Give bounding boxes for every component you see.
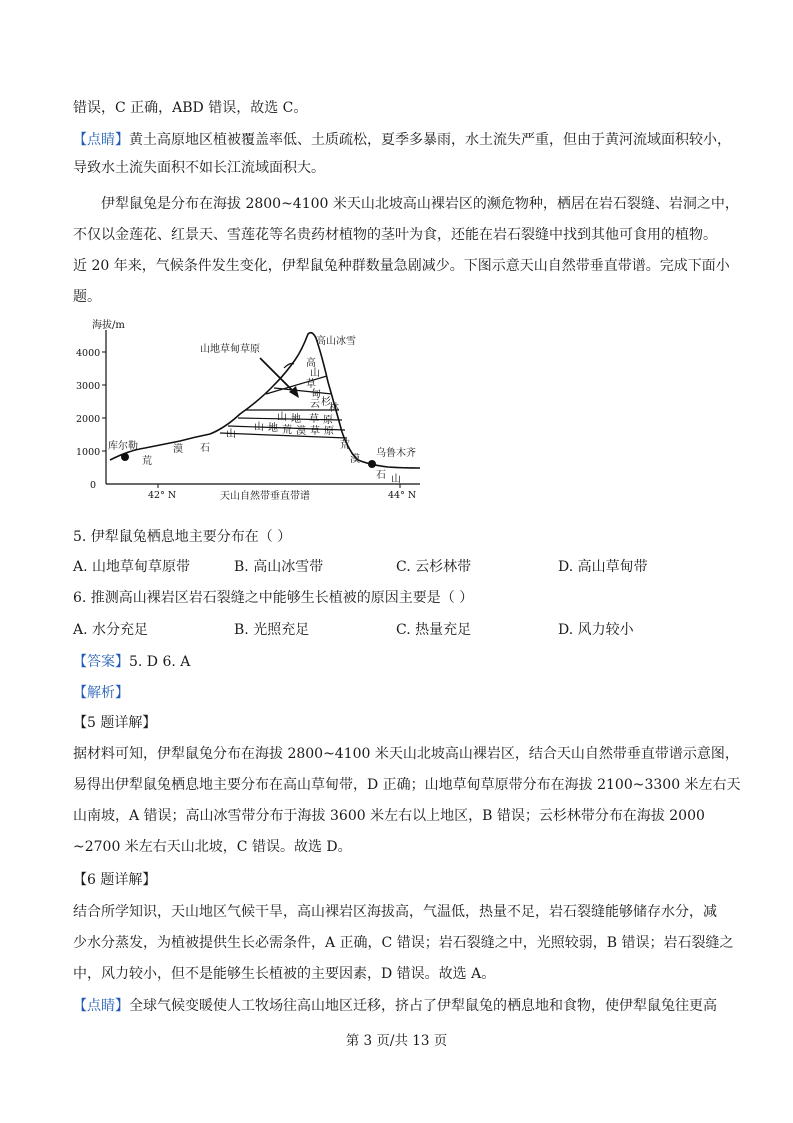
right-foot-label: 荒	[340, 440, 350, 451]
zone-label-desert-steppe: 山	[254, 422, 264, 433]
korla-marker	[121, 453, 129, 461]
question-6-stem: 6. 推测高山裸岩区岩石裂缝之中能够生长植被的原因主要是（ ）	[73, 590, 474, 606]
zone-label-desert-steppe: 草	[310, 426, 320, 437]
zone-label-desert-steppe: 荒	[282, 425, 292, 436]
zone-label-mountain-steppe: 地	[291, 414, 301, 425]
answer-text: 5. D 6. A	[129, 654, 191, 670]
answer-line	[73, 651, 190, 671]
option[interactable]: C. 热量充足	[396, 622, 472, 638]
material-paragraph-line: 不仅以金莲花、红景天、雪莲花等名贵药材植物的茎叶为食，还能在岩石裂缝中找到其他可食用的植物。	[73, 227, 717, 243]
material-paragraph-line: 题。	[73, 289, 101, 305]
y-axis-label: 海拔/m	[92, 320, 125, 331]
q5-detail-line: ~2700 米左右天山北坡，C 错误。故选 D。	[73, 839, 352, 855]
zone-boundary	[274, 388, 332, 394]
zone-label-desert-steppe: 漠	[296, 426, 306, 437]
y-tick-label: 1000	[76, 447, 101, 458]
material-paragraph-line: 伊犁鼠兔是分布在海拔 2800~4100 米天山北坡高山裸岩区的濒危物种，栖居在岩石裂缝、岩洞之中，	[101, 196, 739, 212]
q6-detail-line: 结合所学知识，天山地区气候干旱，高山裸岩区海拔高，气温低，热量不足，岩石裂缝能够储存水分，减	[73, 904, 717, 920]
zone-label-mountain-steppe: 山	[277, 412, 287, 423]
zone-label-desert-steppe: 原	[324, 426, 334, 437]
y-tick-label: 4000	[76, 348, 101, 359]
zone-label-alpine-meadow: 山	[310, 368, 320, 379]
option[interactable]: C. 云杉林带	[396, 559, 472, 575]
zone-label-spruce-forest: 林	[329, 403, 339, 414]
right-foot-label: 石	[376, 470, 386, 481]
page-footer: 第 3 页/共 13 页	[345, 1033, 448, 1049]
place-label-korla: 库尔勒	[108, 441, 138, 452]
q5-detail-line: 山南坡，A 错误；高山冰雪带分布于海拔 3600 米左右以上地区，B 错误；云杉林带分布在海拔 2000	[73, 808, 705, 824]
answer-tag: 【答案】	[73, 654, 129, 670]
previous-tip-line-1: 【点睛】黄土高原地区植被覆盖率低、土质疏松，夏季多暴雨，水土流失严重，但由于黄河流域面积较小，	[73, 132, 731, 148]
option[interactable]: D. 高山草甸带	[558, 559, 648, 575]
zone-label-spruce-forest: 杉	[321, 397, 331, 408]
right-foot-label: 山	[391, 474, 401, 485]
q6-detail-line: 少水分蒸发，为植被提供生长必需条件，A 正确，C 错误；岩石裂缝之中，光照较弱，B 错误；岩石裂缝之	[73, 935, 734, 951]
tip-tag: 【点睛】	[73, 132, 129, 148]
y-tick-label: 2000	[76, 414, 101, 425]
zone-label-alpine-meadow: 高	[306, 358, 316, 369]
previous-answer-tail: 错误，C 正确，ABD 错误，故选 C。	[73, 100, 308, 116]
option[interactable]: B. 高山冰雪带	[234, 559, 324, 575]
q6-detail-tag: 【6 题详解】	[73, 872, 157, 888]
zone-label-mountain-steppe: 草	[309, 414, 319, 425]
y-tick-label: 0	[90, 480, 97, 491]
analysis-tag: 【解析】	[73, 685, 129, 701]
diagram-caption: 天山自然带垂直带谱	[220, 491, 310, 502]
option[interactable]: D. 风力较小	[558, 622, 634, 638]
zone-label-alpine-snow: 高山冰雪	[316, 336, 356, 347]
zone-label-desert-steppe: 地	[268, 423, 278, 434]
option[interactable]: B. 光照充足	[234, 622, 310, 638]
option[interactable]: A. 水分充足	[73, 622, 149, 638]
q6-detail-line: 中，风力较小，但不是能够生长植被的主要因素，D 错误。故选 A。	[73, 966, 496, 982]
tip-tag: 【点睛】	[73, 998, 129, 1014]
material-paragraph-line: 近 20 年来，气候条件发生变化，伊犁鼠兔种群数量急剧减少。下图示意天山自然带垂直带谱。完成下面小	[73, 258, 730, 274]
option[interactable]: A. 山地草甸草原带	[73, 559, 191, 575]
x-right-label: 44° N	[388, 490, 417, 501]
last-tip-line: 【点睛】全球气候变暖使人工牧场往高山地区迁移，挤占了伊犁鼠兔的栖息地和食物，使伊犁鼠兔往更高	[73, 998, 717, 1014]
zone-label-mountain-steppe: 原	[323, 415, 333, 426]
left-foot-label: 荒	[142, 456, 152, 467]
tianshan-vertical-zonation-diagram	[70, 310, 430, 505]
x-left-label: 42° N	[148, 490, 177, 501]
zone-label-alpine-meadow: 甸	[311, 389, 321, 400]
q5-detail-line: 易得出伊犁鼠兔栖息地主要分布在高山草甸带，D 正确；山地草甸草原带分布在海拔 2100~3300 米左右天	[73, 777, 741, 793]
urumqi-marker	[368, 460, 376, 468]
right-foot-label: 漠	[350, 454, 360, 465]
place-label-urumqi: 乌鲁木齐	[376, 448, 416, 459]
zone-label-alpine-meadow: 草	[306, 379, 316, 390]
zone-label-spruce-forest: 云	[310, 399, 320, 410]
q5-detail-tag: 【5 题详解】	[73, 715, 157, 731]
previous-tip-line-2: 导致水土流失面积不如长江流域面积大。	[73, 160, 325, 176]
pointer-arrow	[260, 358, 294, 392]
left-foot-label: 山	[226, 429, 236, 440]
mountain-profile	[110, 333, 420, 468]
y-tick-label: 3000	[76, 381, 101, 392]
q5-detail-line: 据材料可知，伊犁鼠兔分布在海拔 2800~4100 米天山北坡高山裸岩区，结合天山自然带垂直带谱示意图，	[73, 746, 739, 762]
left-foot-label: 石	[200, 443, 210, 454]
pointer-label: 山地草甸草原	[200, 344, 260, 355]
left-foot-label: 漠	[173, 444, 183, 455]
question-5-stem: 5. 伊犁鼠兔栖息地主要分布在（ ）	[73, 529, 292, 545]
